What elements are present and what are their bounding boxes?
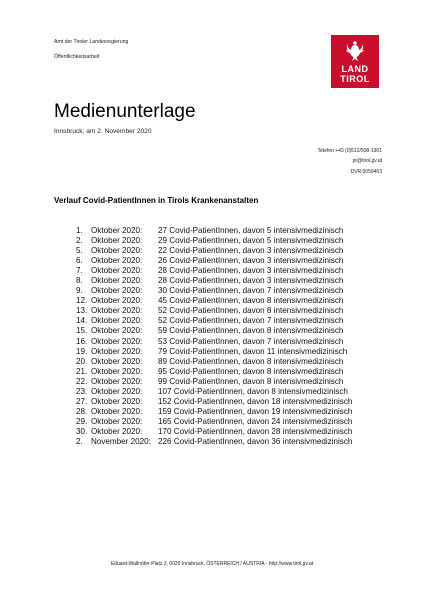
entry-day: 2. <box>76 436 83 446</box>
entry-month: November 2020: <box>91 436 151 446</box>
entry-month: Oktober 2020: <box>91 386 143 396</box>
entry-month: Oktober 2020: <box>91 396 143 406</box>
entry-month: Oktober 2020: <box>91 236 143 246</box>
entry-text: 45 Covid-PatientInnen, davon 8 intensivmedizinisch <box>158 296 344 306</box>
entry-text: 28 Covid-PatientInnen, davon 3 intensivmedizinisch <box>158 276 344 286</box>
entry-month: Oktober 2020: <box>91 296 143 306</box>
entry-month: Oktober 2020: <box>91 356 143 366</box>
contact-email[interactable]: pr@tirol.gv.at <box>352 158 382 164</box>
entry-day: 21. <box>76 366 88 376</box>
entry-day: 8. <box>76 276 83 286</box>
entry-text: 27 Covid-PatientInnen, davon 5 intensivmedizinisch <box>158 226 344 235</box>
entry-month: Oktober 2020: <box>91 226 143 235</box>
entry-month: Oktober 2020: <box>91 366 143 376</box>
contact-dvr: DVR:0059463 <box>350 169 382 175</box>
entry-text: 53 Covid-PatientInnen, davon 7 intensivmedizinisch <box>158 336 344 346</box>
entry-day: 27. <box>76 396 88 406</box>
entry-day: 1. <box>76 226 83 235</box>
logo-text-land: LAND <box>341 64 369 74</box>
page-title: Medienunterlage <box>54 101 196 122</box>
entry-day: 19. <box>76 346 88 356</box>
entry-day: 2. <box>76 236 83 246</box>
entry-day: 9. <box>76 286 83 296</box>
entry-day: 16. <box>76 336 88 346</box>
entry-day: 6. <box>76 256 83 266</box>
footer-address: Eduard-Wallnöfer-Platz 3, 6020 Innsbruck, ÖSTERREICH / AUSTRIA - http://www.tirol.gv.at <box>110 561 314 567</box>
entry-day: 30. <box>76 426 88 436</box>
entry-text: 29 Covid-PatientInnen, davon 5 intensivmedizinisch <box>158 236 344 246</box>
entry-month: Oktober 2020: <box>91 346 143 356</box>
entry-month: Oktober 2020: <box>91 426 143 436</box>
entry-text: 52 Covid-PatientInnen, davon 7 intensivmedizinisch <box>158 316 344 326</box>
entry-text: 152 Covid-PatientInnen, davon 18 intensivmedizinisch <box>158 396 353 406</box>
department-name: Amt der Tiroler Landesregierung <box>54 39 129 45</box>
entry-day: 5. <box>76 246 83 256</box>
entry-text: 79 Covid-PatientInnen, davon 11 intensivmedizinisch <box>158 346 348 356</box>
dateline: Innsbruck, am 2. November 2020 <box>54 128 152 135</box>
entry-text: 59 Covid-PatientInnen, davon 8 intensivmedizinisch <box>158 326 344 336</box>
land-tirol-logo <box>331 35 379 88</box>
entry-text: 159 Covid-PatientInnen, davon 19 intensivmedizinisch <box>158 406 353 416</box>
entry-month: Oktober 2020: <box>91 316 143 326</box>
eagle-icon <box>346 40 364 62</box>
entry-text: 22 Covid-PatientInnen, davon 3 intensivmedizinisch <box>158 246 344 256</box>
entry-day: 12. <box>76 296 88 306</box>
entry-text: 107 Covid-PatientInnen, davon 8 intensivmedizinisch <box>158 386 348 396</box>
entry-month: Oktober 2020: <box>91 286 143 296</box>
logo-text-tirol: TIROL <box>340 74 370 84</box>
entry-month: Oktober 2020: <box>91 306 143 316</box>
entry-month: Oktober 2020: <box>91 276 143 286</box>
entry-text: 52 Covid-PatientInnen, davon 8 intensivmedizinisch <box>158 306 344 316</box>
entry-text: 26 Covid-PatientInnen, davon 3 intensivmedizinisch <box>158 256 344 266</box>
entry-text: 165 Covid-PatientInnen, davon 24 intensivmedizinisch <box>158 416 353 426</box>
contact-phone: Telefon +43 (0)512/508-1901 <box>317 148 382 154</box>
entry-day: 23. <box>76 386 88 396</box>
entry-day: 28. <box>76 406 88 416</box>
entry-day: 14. <box>76 316 88 326</box>
entry-month: Oktober 2020: <box>91 256 143 266</box>
unit-name: Öffentlichkeitsarbeit <box>54 54 100 60</box>
entry-month: Oktober 2020: <box>91 336 143 346</box>
entry-month: Oktober 2020: <box>91 266 143 276</box>
entry-day: 7. <box>76 266 83 276</box>
entry-text: 95 Covid-PatientInnen, davon 8 intensivmedizinisch <box>158 366 344 376</box>
entry-month: Oktober 2020: <box>91 326 143 336</box>
entry-day: 13. <box>76 306 88 316</box>
entry-text: 30 Covid-PatientInnen, davon 7 intensivmedizinisch <box>158 286 344 296</box>
entry-month: Oktober 2020: <box>91 416 143 426</box>
entry-text: 28 Covid-PatientInnen, davon 3 intensivmedizinisch <box>158 266 344 276</box>
entry-day: 22. <box>76 376 88 386</box>
entry-month: Oktober 2020: <box>91 376 143 386</box>
entry-text: 226 Covid-PatientInnen, davon 36 intensivmedizinisch <box>158 436 353 446</box>
entry-text: 99 Covid-PatientInnen, davon 8 intensivmedizinisch <box>158 376 344 386</box>
entry-text: 89 Covid-PatientInnen, davon 8 intensivmedizinisch <box>158 356 344 366</box>
entry-month: Oktober 2020: <box>91 246 143 256</box>
entry-text: 170 Covid-PatientInnen, davon 28 intensivmedizinisch <box>158 426 353 436</box>
section-heading: Verlauf Covid-PatientInnen in Tirols Krankenanstalten <box>54 196 259 205</box>
entry-day: 29. <box>76 416 88 426</box>
entry-month: Oktober 2020: <box>91 406 143 416</box>
entry-day: 15. <box>76 326 88 336</box>
entry-day: 20. <box>76 356 88 366</box>
